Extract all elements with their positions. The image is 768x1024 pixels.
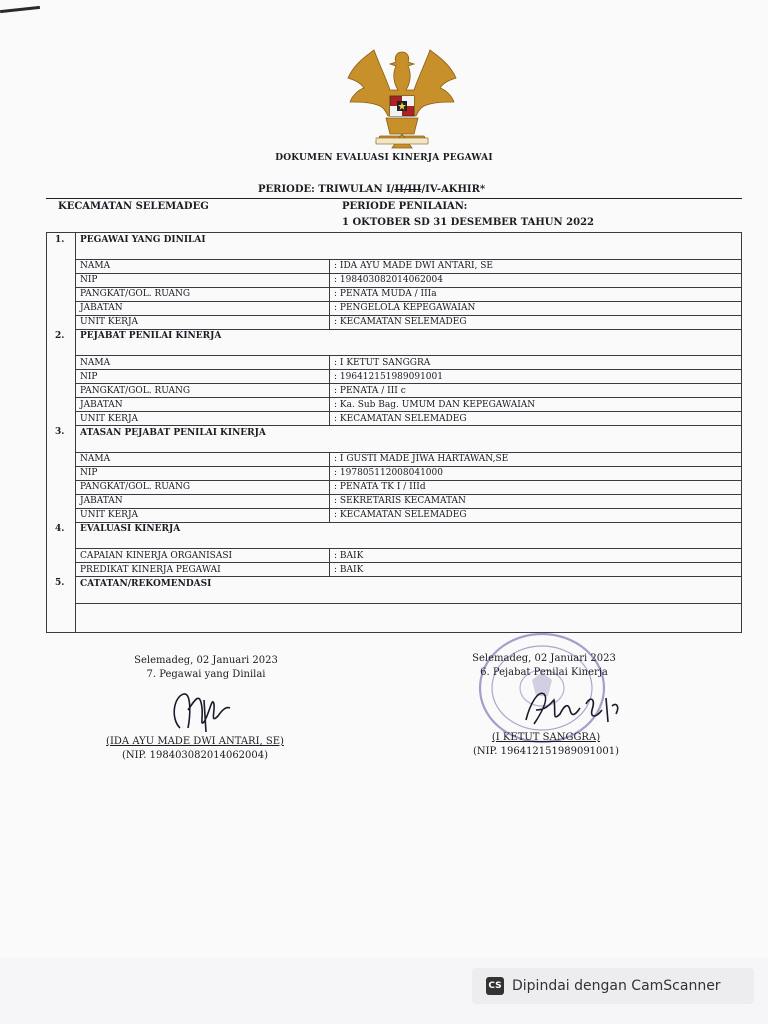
signature-right [444, 652, 644, 680]
section-number: 2. [47, 329, 76, 343]
table-row [47, 370, 742, 384]
field-value [330, 384, 742, 398]
field-label: JABATAN [76, 494, 330, 508]
field-value-text: Ka. Sub Bag. UMUM DAN KEPEGAWAIAN [339, 399, 536, 410]
field-label: NIP [76, 370, 330, 384]
signature-left-place-date: Selemadeg, 02 Januari 2023 [134, 655, 278, 666]
section-title: EVALUASI KINERJA [76, 522, 742, 536]
section-number-spacer [47, 356, 76, 370]
periode-prefix: PERIODE: TRIWULAN I/ [258, 184, 395, 195]
section-header-row [47, 522, 742, 536]
table-row [47, 480, 742, 494]
section-number-spacer [47, 259, 76, 273]
field-value-text: PENATA / III c [339, 385, 406, 396]
table-row [47, 301, 742, 315]
field-colon: : [334, 399, 340, 410]
table-row [47, 356, 742, 370]
section-gap [76, 343, 742, 356]
table-row [47, 563, 742, 577]
table-row [47, 287, 742, 301]
periode-struck: II/III [394, 184, 422, 195]
evaluation-table [46, 232, 742, 633]
field-value-text: 197805112008041000 [339, 468, 443, 478]
field-label: NAMA [76, 259, 330, 273]
section-number-spacer [47, 412, 76, 426]
field-label: UNIT KERJA [76, 412, 330, 426]
table-row [47, 398, 742, 412]
field-label: NAMA [76, 452, 330, 466]
table-row [47, 315, 742, 329]
section-spacer-row [47, 590, 742, 603]
periode-penilaian-label: PERIODE PENILAIAN: [342, 201, 468, 212]
field-label: PANGKAT/GOL. RUANG [76, 480, 330, 494]
field-colon: : [334, 357, 340, 368]
section-header-row [47, 233, 742, 247]
table-row [47, 494, 742, 508]
section-header-row [47, 426, 742, 440]
section-number-spacer [47, 343, 76, 356]
signature-left-role: 7. Pegawai yang Dinilai [146, 669, 266, 680]
field-value [330, 508, 742, 522]
corner-mark [0, 6, 40, 13]
table-row [47, 384, 742, 398]
table-row [47, 412, 742, 426]
section-gap [76, 590, 742, 603]
section-number-spacer [47, 466, 76, 480]
section-gap [76, 439, 742, 452]
section-number-spacer [47, 315, 76, 329]
section-number: 4. [47, 522, 76, 536]
camscanner-text: Dipindai dengan CamScanner [512, 978, 721, 994]
field-value-text: KECAMATAN SELEMADEG [339, 317, 467, 327]
field-value-text: 196412151989091001 [339, 371, 443, 382]
field-colon: : [334, 317, 340, 327]
section-spacer-row [47, 343, 742, 356]
field-value [330, 480, 742, 494]
header-divider [46, 198, 742, 199]
field-value [330, 452, 742, 466]
field-label: PANGKAT/GOL. RUANG [76, 287, 330, 301]
signature-right-place-date: Selemadeg, 02 Januari 2023 [472, 653, 616, 664]
notes-cell [76, 603, 742, 632]
section-number-spacer [47, 370, 76, 384]
field-colon: : [334, 275, 340, 285]
signature-right-nip: (NIP. 196412151989091001) [472, 746, 620, 757]
field-colon: : [334, 510, 340, 520]
section-number: 1. [47, 233, 76, 247]
section-header-row [47, 577, 742, 591]
section-title: PEJABAT PENILAI KINERJA [76, 329, 742, 343]
field-colon: : [334, 385, 340, 396]
periode-penilaian-value: 1 OKTOBER SD 31 DESEMBER TAHUN 2022 [342, 217, 594, 228]
field-label: UNIT KERJA [76, 315, 330, 329]
field-value [330, 287, 742, 301]
section-number: 5. [47, 577, 76, 591]
field-value [330, 273, 742, 287]
signature-right-role: 6. Pejabat Penilai Kinerja [480, 667, 608, 678]
section-number-spacer [47, 452, 76, 466]
field-label: JABATAN [76, 301, 330, 315]
field-value [330, 412, 742, 426]
table-row [47, 508, 742, 522]
field-value [330, 563, 742, 577]
section-header-row [47, 329, 742, 343]
camscanner-logo-icon: CS [486, 977, 504, 995]
field-value-text: PENATA MUDA / IIIa [339, 289, 437, 299]
signature-left-block [70, 735, 320, 763]
signature-left [96, 654, 316, 682]
field-colon: : [334, 289, 340, 299]
field-value-text: IDA AYU MADE DWI ANTARI, SE [339, 261, 493, 271]
document-title: DOKUMEN EVALUASI KINERJA PEGAWAI [275, 153, 493, 163]
field-label: UNIT KERJA [76, 508, 330, 522]
signature-left-scribble [160, 688, 240, 736]
field-value-text: PENATA TK I / IIId [339, 482, 426, 492]
field-label: PREDIKAT KINERJA PEGAWAI [76, 563, 330, 577]
section-number-spacer [47, 439, 76, 452]
field-value [330, 466, 742, 480]
field-value [330, 356, 742, 370]
field-value-text: 198403082014062004 [339, 275, 443, 285]
field-value [330, 398, 742, 412]
section-spacer-row [47, 439, 742, 452]
section-title: PEGAWAI YANG DINILAI [76, 233, 742, 247]
field-value [330, 370, 742, 384]
field-value-text: KECAMATAN SELEMADEG [339, 510, 467, 520]
field-label: NIP [76, 466, 330, 480]
section-title: CATATAN/REKOMENDASI [76, 577, 742, 591]
field-label: JABATAN [76, 398, 330, 412]
section-number-spacer [47, 246, 76, 259]
field-value [330, 301, 742, 315]
field-label: CAPAIAN KINERJA ORGANISASI [76, 549, 330, 563]
section-number-spacer [47, 603, 76, 632]
field-colon: : [334, 303, 340, 313]
section-spacer-row [47, 246, 742, 259]
field-colon: : [334, 482, 340, 492]
field-value-text: BAIK [339, 564, 364, 575]
section-number-spacer [47, 508, 76, 522]
section-number-spacer [47, 494, 76, 508]
field-value-text: PENGELOLA KEPEGAWAIAN [339, 303, 476, 313]
field-value-text: KECAMATAN SELEMADEG [339, 413, 467, 424]
field-value [330, 315, 742, 329]
field-label: NAMA [76, 356, 330, 370]
section-number-spacer [47, 398, 76, 412]
field-colon: : [334, 413, 340, 424]
signature-right-name: (I KETUT SANGGRA) [491, 732, 601, 743]
field-value-text: I KETUT SANGGRA [339, 357, 431, 368]
section-number-spacer [47, 536, 76, 549]
section-number-spacer [47, 384, 76, 398]
table-row [47, 466, 742, 480]
table-row [47, 273, 742, 287]
table-row [47, 549, 742, 563]
field-value [330, 494, 742, 508]
notes-row [47, 603, 742, 632]
section-number-spacer [47, 287, 76, 301]
section-number-spacer [47, 549, 76, 563]
camscanner-watermark [472, 968, 754, 1004]
section-spacer-row [47, 536, 742, 549]
kecamatan-label: KECAMATAN SELEMADEG [58, 201, 209, 212]
field-colon: : [334, 468, 340, 478]
section-number-spacer [47, 563, 76, 577]
field-value [330, 549, 742, 563]
periode-line [258, 184, 485, 195]
field-colon: : [334, 454, 340, 464]
periode-suffix: /IV-AKHIR* [421, 184, 486, 195]
table-row [47, 452, 742, 466]
signature-left-name: (IDA AYU MADE DWI ANTARI, SE) [106, 736, 284, 747]
field-value-text: I GUSTI MADE JIWA HARTAWAN,SE [339, 454, 509, 464]
section-number-spacer [47, 590, 76, 603]
field-colon: : [334, 496, 340, 506]
section-gap [76, 246, 742, 259]
table-row [47, 259, 742, 273]
field-colon: : [334, 550, 340, 561]
field-value [330, 259, 742, 273]
section-title: ATASAN PEJABAT PENILAI KINERJA [76, 426, 742, 440]
field-colon: : [334, 371, 340, 382]
section-gap [76, 536, 742, 549]
section-number-spacer [47, 301, 76, 315]
field-label: PANGKAT/GOL. RUANG [76, 384, 330, 398]
signature-left-nip: (NIP. 198403082014062004) [121, 750, 269, 761]
field-colon: : [334, 564, 340, 575]
section-number-spacer [47, 480, 76, 494]
field-colon: : [334, 261, 340, 271]
section-number: 3. [47, 426, 76, 440]
field-label: NIP [76, 273, 330, 287]
signature-right-block [436, 731, 656, 759]
field-value-text: BAIK [339, 550, 364, 561]
field-value-text: SEKRETARIS KECAMATAN [339, 496, 466, 506]
section-number-spacer [47, 273, 76, 287]
garuda-emblem-icon [340, 44, 464, 152]
signature-right-scribble [516, 684, 626, 732]
